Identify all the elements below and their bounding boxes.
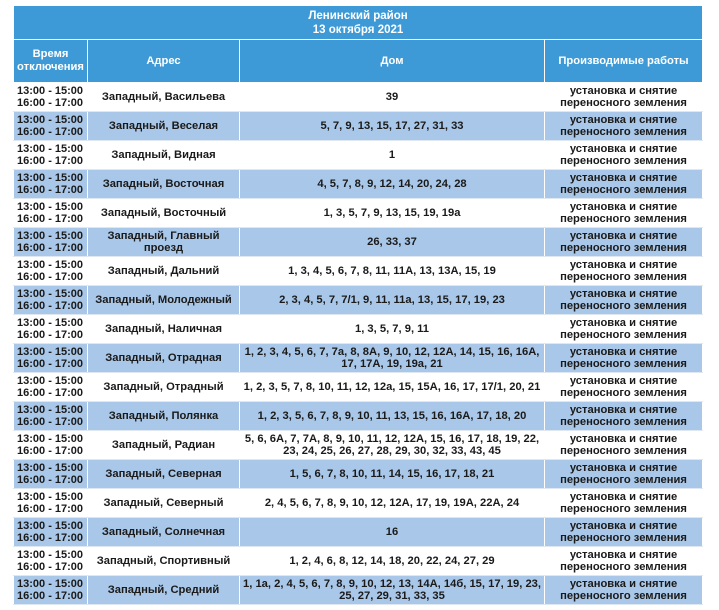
house-numbers-cell: 1 bbox=[240, 141, 545, 170]
address-cell: Западный, Полянка bbox=[88, 402, 240, 431]
outage-time-2: 16:00 - 17:00 bbox=[17, 242, 84, 254]
works-line-2: переносного земления bbox=[560, 387, 687, 399]
header-house: Дом bbox=[240, 40, 545, 83]
outage-time-2: 16:00 - 17:00 bbox=[17, 532, 84, 544]
table-title-row bbox=[14, 6, 703, 40]
works-line-2: переносного земления bbox=[560, 474, 687, 486]
outage-time-1: 13:00 - 15:00 bbox=[17, 200, 84, 213]
house-numbers-cell: 39 bbox=[240, 83, 545, 112]
outage-time-cell bbox=[14, 576, 88, 605]
works-cell bbox=[545, 402, 703, 431]
works-line-1: установка и снятие bbox=[569, 432, 678, 445]
address-cell: Западный, Радиан bbox=[88, 431, 240, 460]
outage-time-2: 16:00 - 17:00 bbox=[17, 300, 84, 312]
house-numbers-cell: 1, 2, 4, 6, 8, 12, 14, 18, 20, 22, 24, 27, 29 bbox=[240, 547, 545, 576]
table-row bbox=[14, 83, 703, 112]
header-time-line1: Время bbox=[32, 48, 69, 60]
works-line-2: переносного земления bbox=[560, 126, 687, 138]
works-line-2: переносного земления bbox=[560, 155, 687, 167]
address-cell: Западный, Видная bbox=[88, 141, 240, 170]
outage-time-2: 16:00 - 17:00 bbox=[17, 590, 84, 602]
works-line-2: переносного земления bbox=[560, 242, 687, 254]
address-cell: Западный, Васильева bbox=[88, 83, 240, 112]
table-row bbox=[14, 141, 703, 170]
outage-time-2: 16:00 - 17:00 bbox=[17, 474, 84, 486]
outage-time-2: 16:00 - 17:00 bbox=[17, 97, 84, 109]
works-cell bbox=[545, 228, 703, 257]
outage-time-1: 13:00 - 15:00 bbox=[17, 229, 84, 242]
outage-time-1: 13:00 - 15:00 bbox=[17, 461, 84, 474]
works-line-2: переносного земления bbox=[560, 416, 687, 428]
table-row bbox=[14, 344, 703, 373]
house-numbers-cell: 26, 33, 37 bbox=[240, 228, 545, 257]
outage-time-1: 13:00 - 15:00 bbox=[17, 171, 84, 184]
works-line-1: установка и снятие bbox=[569, 577, 678, 590]
address-cell: Западный, Веселая bbox=[88, 112, 240, 141]
table-row bbox=[14, 286, 703, 315]
outage-time-2: 16:00 - 17:00 bbox=[17, 561, 84, 573]
works-cell bbox=[545, 286, 703, 315]
house-numbers-cell: 1, 3, 4, 5, 6, 7, 8, 11, 11А, 13, 13А, 15, 19 bbox=[240, 257, 545, 286]
table-row bbox=[14, 518, 703, 547]
outage-time-1: 13:00 - 15:00 bbox=[17, 548, 84, 561]
outage-time-2: 16:00 - 17:00 bbox=[17, 184, 84, 196]
table-row bbox=[14, 431, 703, 460]
outage-time-cell bbox=[14, 199, 88, 228]
table-body bbox=[14, 83, 703, 605]
address-cell: Западный, Восточный bbox=[88, 199, 240, 228]
works-line-2: переносного земления bbox=[560, 561, 687, 573]
address-cell: Западный, Отрадная bbox=[88, 344, 240, 373]
works-cell bbox=[545, 373, 703, 402]
outage-time-1: 13:00 - 15:00 bbox=[17, 519, 84, 532]
outage-time-2: 16:00 - 17:00 bbox=[17, 329, 84, 341]
address-cell: Западный, Восточная bbox=[88, 170, 240, 199]
outage-time-1: 13:00 - 15:00 bbox=[17, 403, 84, 416]
address-cell: Западный, Солнечная bbox=[88, 518, 240, 547]
outage-time-cell bbox=[14, 547, 88, 576]
address-cell: Западный, Наличная bbox=[88, 315, 240, 344]
outage-time-2: 16:00 - 17:00 bbox=[17, 387, 84, 399]
outage-time-cell bbox=[14, 489, 88, 518]
house-numbers-cell: 1, 2, 3, 4, 5, 6, 7, 7а, 8, 8А, 9, 10, 12, 12А, 14, 15, 16, 16А, 17, 17А, 19, 19а, 21 bbox=[240, 344, 545, 373]
outage-time-cell bbox=[14, 228, 88, 257]
outage-time-1: 13:00 - 15:00 bbox=[17, 258, 84, 271]
works-line-2: переносного земления bbox=[560, 184, 687, 196]
outage-time-cell bbox=[14, 460, 88, 489]
works-line-1: установка и снятие bbox=[569, 345, 678, 358]
address-cell: Западный, Главный проезд bbox=[88, 228, 240, 257]
works-cell bbox=[545, 170, 703, 199]
outage-time-cell bbox=[14, 83, 88, 112]
works-line-1: установка и снятие bbox=[569, 461, 678, 474]
outage-time-2: 16:00 - 17:00 bbox=[17, 445, 84, 457]
table-row bbox=[14, 112, 703, 141]
district-title: Ленинский район bbox=[308, 9, 408, 22]
address-cell: Западный, Спортивный bbox=[88, 547, 240, 576]
works-line-1: установка и снятие bbox=[569, 548, 678, 561]
works-cell bbox=[545, 199, 703, 228]
works-cell bbox=[545, 489, 703, 518]
outage-time-1: 13:00 - 15:00 bbox=[17, 345, 84, 358]
works-cell bbox=[545, 112, 703, 141]
table-row bbox=[14, 576, 703, 605]
works-line-2: переносного земления bbox=[560, 97, 687, 109]
works-cell bbox=[545, 431, 703, 460]
outage-time-cell bbox=[14, 518, 88, 547]
works-cell bbox=[545, 518, 703, 547]
works-line-1: установка и снятие bbox=[569, 490, 678, 503]
works-line-2: переносного земления bbox=[560, 271, 687, 283]
outage-table bbox=[13, 5, 703, 605]
table-row bbox=[14, 460, 703, 489]
house-numbers-cell: 16 bbox=[240, 518, 545, 547]
works-line-1: установка и снятие bbox=[569, 113, 678, 126]
outage-time-2: 16:00 - 17:00 bbox=[17, 126, 84, 138]
works-line-2: переносного земления bbox=[560, 329, 687, 341]
works-cell bbox=[545, 460, 703, 489]
address-cell: Западный, Дальний bbox=[88, 257, 240, 286]
works-line-2: переносного земления bbox=[560, 590, 687, 602]
works-line-1: установка и снятие bbox=[569, 316, 678, 329]
house-numbers-cell: 1, 5, 6, 7, 8, 10, 11, 14, 15, 16, 17, 18, 21 bbox=[240, 460, 545, 489]
outage-time-cell bbox=[14, 373, 88, 402]
header-address: Адрес bbox=[88, 40, 240, 83]
house-numbers-cell: 5, 7, 9, 13, 15, 17, 27, 31, 33 bbox=[240, 112, 545, 141]
works-cell bbox=[545, 257, 703, 286]
outage-time-2: 16:00 - 17:00 bbox=[17, 155, 84, 167]
works-line-1: установка и снятие bbox=[569, 287, 678, 300]
outage-time-cell bbox=[14, 112, 88, 141]
outage-time-2: 16:00 - 17:00 bbox=[17, 213, 84, 225]
outage-time-2: 16:00 - 17:00 bbox=[17, 358, 84, 370]
works-line-1: установка и снятие bbox=[569, 200, 678, 213]
outage-time-2: 16:00 - 17:00 bbox=[17, 416, 84, 428]
works-line-1: установка и снятие bbox=[569, 84, 678, 97]
house-numbers-cell: 1, 2, 3, 5, 7, 8, 10, 11, 12, 12а, 15, 15А, 16, 17, 17/1, 20, 21 bbox=[240, 373, 545, 402]
address-cell: Западный, Молодежный bbox=[88, 286, 240, 315]
outage-time-cell bbox=[14, 431, 88, 460]
works-line-1: установка и снятие bbox=[569, 258, 678, 271]
works-line-1: установка и снятие bbox=[569, 374, 678, 387]
works-line-2: переносного земления bbox=[560, 300, 687, 312]
table-row bbox=[14, 373, 703, 402]
outage-time-1: 13:00 - 15:00 bbox=[17, 577, 84, 590]
house-numbers-cell: 1, 1а, 2, 4, 5, 6, 7, 8, 9, 10, 12, 13, 14А, 14б, 15, 17, 19, 23, 25, 27, 29, 31, 33, 35 bbox=[240, 576, 545, 605]
table-title bbox=[14, 6, 703, 40]
house-numbers-cell: 1, 3, 5, 7, 9, 13, 15, 19, 19а bbox=[240, 199, 545, 228]
outage-time-cell bbox=[14, 141, 88, 170]
works-line-1: установка и снятие bbox=[569, 519, 678, 532]
table-row bbox=[14, 547, 703, 576]
address-cell: Западный, Северный bbox=[88, 489, 240, 518]
house-numbers-cell: 4, 5, 7, 8, 9, 12, 14, 20, 24, 28 bbox=[240, 170, 545, 199]
table-row bbox=[14, 199, 703, 228]
works-line-1: установка и снятие bbox=[569, 403, 678, 416]
works-line-1: установка и снятие bbox=[569, 142, 678, 155]
works-cell bbox=[545, 344, 703, 373]
outage-time-cell bbox=[14, 170, 88, 199]
works-cell bbox=[545, 547, 703, 576]
house-numbers-cell: 2, 3, 4, 5, 7, 7/1, 9, 11, 11а, 13, 15, 17, 19, 23 bbox=[240, 286, 545, 315]
works-cell bbox=[545, 83, 703, 112]
outage-time-1: 13:00 - 15:00 bbox=[17, 287, 84, 300]
works-line-1: установка и снятие bbox=[569, 171, 678, 184]
works-cell bbox=[545, 576, 703, 605]
address-cell: Западный, Средний bbox=[88, 576, 240, 605]
works-line-2: переносного земления bbox=[560, 445, 687, 457]
works-line-2: переносного земления bbox=[560, 213, 687, 225]
works-line-2: переносного земления bbox=[560, 503, 687, 515]
header-works: Производимые работы bbox=[545, 40, 703, 83]
table-row bbox=[14, 228, 703, 257]
works-line-2: переносного земления bbox=[560, 358, 687, 370]
table-row bbox=[14, 402, 703, 431]
outage-time-1: 13:00 - 15:00 bbox=[17, 113, 84, 126]
header-time-line2: отключения bbox=[17, 61, 84, 73]
house-numbers-cell: 2, 4, 5, 6, 7, 8, 9, 10, 12, 12А, 17, 19, 19А, 22А, 24 bbox=[240, 489, 545, 518]
address-cell: Западный, Отрадный bbox=[88, 373, 240, 402]
outage-time-2: 16:00 - 17:00 bbox=[17, 503, 84, 515]
outage-time-cell bbox=[14, 286, 88, 315]
works-cell bbox=[545, 315, 703, 344]
table-row bbox=[14, 170, 703, 199]
works-line-1: установка и снятие bbox=[569, 229, 678, 242]
outage-time-cell bbox=[14, 344, 88, 373]
outage-time-1: 13:00 - 15:00 bbox=[17, 432, 84, 445]
house-numbers-cell: 1, 2, 3, 5, 6, 7, 8, 9, 10, 11, 13, 15, 16, 16А, 17, 18, 20 bbox=[240, 402, 545, 431]
house-numbers-cell: 5, 6, 6А, 7, 7А, 8, 9, 10, 11, 12, 12А, 15, 16, 17, 18, 19, 22, 23, 24, 25, 26, 27, 28, 29, 30, 32, 33, 43, 45 bbox=[240, 431, 545, 460]
outage-table-container bbox=[13, 5, 702, 605]
house-numbers-cell: 1, 3, 5, 7, 9, 11 bbox=[240, 315, 545, 344]
table-row bbox=[14, 489, 703, 518]
table-header-row bbox=[14, 40, 703, 83]
outage-time-cell bbox=[14, 402, 88, 431]
table-row bbox=[14, 257, 703, 286]
date-title: 13 октября 2021 bbox=[312, 23, 404, 36]
outage-time-1: 13:00 - 15:00 bbox=[17, 374, 84, 387]
address-cell: Западный, Северная bbox=[88, 460, 240, 489]
works-cell bbox=[545, 141, 703, 170]
works-line-2: переносного земления bbox=[560, 532, 687, 544]
outage-time-1: 13:00 - 15:00 bbox=[17, 490, 84, 503]
outage-time-1: 13:00 - 15:00 bbox=[17, 142, 84, 155]
header-time bbox=[14, 40, 88, 83]
outage-time-cell bbox=[14, 257, 88, 286]
outage-time-cell bbox=[14, 315, 88, 344]
outage-time-1: 13:00 - 15:00 bbox=[17, 316, 84, 329]
table-row bbox=[14, 315, 703, 344]
outage-time-1: 13:00 - 15:00 bbox=[17, 84, 84, 97]
outage-time-2: 16:00 - 17:00 bbox=[17, 271, 84, 283]
